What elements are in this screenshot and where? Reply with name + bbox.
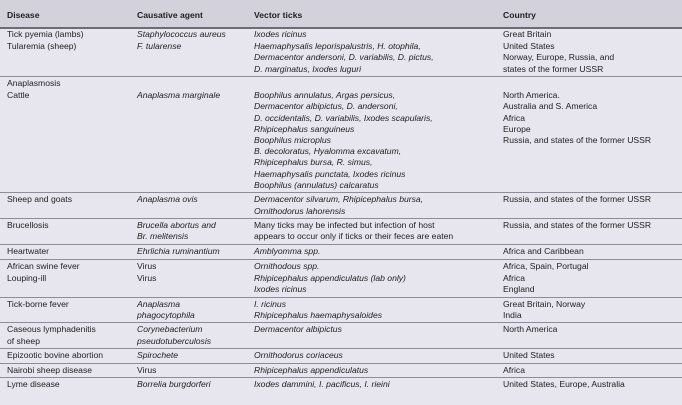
vector-cell-line: Boophilus annulatus, Argas persicus, bbox=[254, 90, 396, 101]
vector-cell-line: Amblyomma spp. bbox=[254, 246, 321, 256]
agent-cell-line: pseudotuberculosis bbox=[137, 335, 212, 346]
agent-cell-line: Ehrlichia ruminantium bbox=[137, 246, 220, 256]
disease-cell bbox=[7, 29, 84, 40]
disease-cell bbox=[7, 78, 61, 89]
vector-cell-line: Ixodes ricinus bbox=[254, 29, 307, 39]
disease-cell bbox=[7, 299, 69, 310]
country-cell-line: Africa bbox=[503, 272, 525, 283]
vector-cell-line: Boophilus (annulatus) calcaratus bbox=[254, 179, 379, 190]
agent-cell bbox=[137, 299, 195, 321]
country-cell bbox=[503, 324, 557, 335]
header-agent: Causative agent bbox=[137, 10, 203, 20]
disease-cell-line: Nairobi sheep disease bbox=[7, 364, 93, 375]
agent-cell bbox=[137, 350, 178, 361]
disease-cell-line: Cattle bbox=[7, 90, 30, 101]
country-cell bbox=[503, 41, 614, 75]
agent-cell bbox=[137, 29, 226, 40]
table-header bbox=[0, 0, 682, 27]
vector-cell-line: Ornithodorus lahorensis bbox=[254, 205, 346, 216]
country-cell-line: United States, Europe, Australia bbox=[503, 379, 625, 390]
agent-cell-line: F. tularense bbox=[137, 41, 182, 52]
row-divider bbox=[0, 259, 682, 260]
agent-cell-line: Virus bbox=[137, 364, 157, 375]
row-divider bbox=[0, 348, 682, 349]
disease-cell-line: Anaplasmosis bbox=[7, 78, 61, 89]
disease-cell-line: Tick pyemia (lambs) bbox=[7, 29, 84, 39]
agent-cell bbox=[137, 365, 156, 376]
country-cell-line: India bbox=[503, 309, 522, 320]
agent-cell bbox=[137, 379, 211, 390]
vector-cell-line: Dermacentor andersoni, D. variabilis, D. pictus, bbox=[254, 52, 434, 63]
disease-cell-line: Lyme disease bbox=[7, 379, 60, 390]
agent-cell-line: Brucella abortus and bbox=[137, 220, 216, 231]
country-cell-line: Great Britain, Norway bbox=[503, 298, 586, 309]
agent-cell-line: Anaplasma ovis bbox=[137, 194, 198, 205]
disease-cell-line: Epizootic bovine abortion bbox=[7, 350, 104, 361]
vector-cell-line: Dermacentor albipictus bbox=[254, 324, 342, 335]
vector-cell-line: Rhipicephalus haemaphysaloides bbox=[254, 309, 383, 320]
vector-cell bbox=[254, 261, 319, 272]
disease-cell bbox=[7, 379, 60, 390]
country-cell bbox=[503, 261, 589, 272]
vector-cell bbox=[254, 350, 343, 361]
disease-cell bbox=[7, 246, 49, 257]
row-divider bbox=[0, 322, 682, 323]
disease-cell-line: African swine fever bbox=[7, 260, 80, 271]
country-cell bbox=[503, 350, 555, 361]
country-cell-line: Russia, and states of the former USSR bbox=[503, 220, 652, 231]
country-cell-line: England bbox=[503, 283, 535, 294]
disease-cell bbox=[7, 273, 46, 284]
vector-cell bbox=[254, 29, 307, 40]
disease-cell-line: of sheep bbox=[7, 335, 40, 346]
disease-cell bbox=[7, 90, 29, 101]
vector-cell-line: Haemaphysalis leporispalustris, H. otophila, bbox=[254, 41, 421, 52]
vector-cell-line: Rhipicephalus appendiculatus bbox=[254, 364, 369, 375]
country-cell bbox=[503, 90, 651, 146]
country-cell bbox=[503, 379, 625, 390]
header-rule bbox=[0, 27, 682, 29]
row-divider bbox=[0, 377, 682, 378]
vector-cell-line: Ornithodorus coriaceus bbox=[254, 350, 343, 361]
vector-cell-line: appears to occur only if ticks or their feces are eaten bbox=[254, 231, 454, 242]
vector-cell bbox=[254, 41, 434, 75]
agent-cell-line: Spirochete bbox=[137, 350, 179, 361]
row-divider bbox=[0, 76, 682, 77]
agent-cell-line: Virus bbox=[137, 260, 157, 271]
vector-cell bbox=[254, 365, 368, 376]
vector-cell bbox=[254, 273, 406, 295]
country-cell bbox=[503, 220, 651, 231]
vector-cell bbox=[254, 90, 433, 191]
disease-cell-line: Brucellosis bbox=[7, 220, 49, 231]
country-cell-line: Australia and S. America bbox=[503, 101, 598, 112]
country-cell-line: Russia, and states of the former USSR bbox=[503, 135, 652, 145]
country-cell bbox=[503, 273, 535, 295]
vector-cell-line: Dermacentor silvarum, Rhipicephalus bursa, bbox=[254, 194, 424, 205]
vector-cell-line: Rhipicephalus appendiculatus (lab only) bbox=[254, 272, 406, 283]
country-cell-line: Norway, Europe, Russia, and bbox=[503, 52, 615, 63]
vector-cell-line: Boophilus microplus bbox=[254, 135, 331, 145]
row-divider bbox=[0, 192, 682, 193]
agent-cell-line: Anaplasma marginale bbox=[137, 90, 221, 101]
vector-cell-line: I. ricinus bbox=[254, 298, 286, 309]
vector-cell bbox=[254, 379, 390, 390]
disease-cell-line: Caseous lymphadenitis bbox=[7, 324, 96, 335]
header-country: Country bbox=[503, 10, 536, 20]
agent-cell-line: phagocytophila bbox=[137, 309, 195, 320]
row-divider bbox=[0, 244, 682, 245]
country-cell bbox=[503, 299, 585, 321]
country-cell-line: Africa, Spain, Portugal bbox=[503, 260, 589, 271]
disease-cell bbox=[7, 220, 49, 231]
country-cell-line: Europe bbox=[503, 123, 531, 134]
disease-cell-line: Sheep and goats bbox=[7, 194, 72, 205]
disease-cell-line: Tularemia (sheep) bbox=[7, 41, 77, 52]
header-vector: Vector ticks bbox=[254, 10, 303, 20]
vector-cell-line: Ornithodous spp. bbox=[254, 260, 320, 271]
agent-cell-line: Br. melitensis bbox=[137, 231, 189, 242]
agent-cell bbox=[137, 273, 156, 284]
disease-cell-line: Heartwater bbox=[7, 246, 50, 256]
country-cell-line: Africa and Caribbean bbox=[503, 246, 584, 256]
row-divider bbox=[0, 218, 682, 219]
agent-cell bbox=[137, 194, 198, 205]
vector-cell bbox=[254, 299, 382, 321]
header-disease: Disease bbox=[7, 10, 40, 20]
vector-cell bbox=[254, 220, 453, 242]
agent-cell bbox=[137, 90, 220, 101]
country-cell-line: Great Britain bbox=[503, 29, 552, 39]
agent-cell-line: Corynebacterium bbox=[137, 324, 203, 335]
agent-cell-line: Virus bbox=[137, 272, 157, 283]
country-cell-line: North America. bbox=[503, 90, 560, 101]
disease-cell bbox=[7, 350, 103, 361]
disease-cell bbox=[7, 261, 80, 272]
disease-cell bbox=[7, 194, 72, 205]
agent-cell-line: Borrelia burgdorferi bbox=[137, 379, 211, 390]
country-cell bbox=[503, 29, 551, 40]
vector-cell-line: Rhipicephalus sanguineus bbox=[254, 123, 355, 134]
country-cell-line: Russia, and states of the former USSR bbox=[503, 194, 652, 205]
country-cell-line: states of the former USSR bbox=[503, 63, 604, 74]
disease-cell bbox=[7, 41, 76, 52]
row-divider bbox=[0, 363, 682, 364]
disease-cell bbox=[7, 324, 96, 346]
vector-cell-line: B. decoloratus, Hyalomma excavatum, bbox=[254, 146, 402, 157]
country-cell bbox=[503, 365, 525, 376]
agent-cell bbox=[137, 246, 220, 257]
disease-cell-line: Tick-borne fever bbox=[7, 298, 69, 309]
country-cell-line: Africa bbox=[503, 112, 525, 123]
vector-cell bbox=[254, 324, 342, 335]
country-cell bbox=[503, 246, 584, 257]
country-cell-line: United States bbox=[503, 350, 555, 361]
country-cell bbox=[503, 194, 651, 205]
agent-cell bbox=[137, 41, 181, 52]
vector-cell-line: Rhipicephalus bursa, R. simus, bbox=[254, 157, 373, 168]
row-divider bbox=[0, 297, 682, 298]
country-cell-line: Africa bbox=[503, 364, 525, 375]
vector-cell-line: Many ticks may be infected but infection of host bbox=[254, 220, 435, 231]
vector-cell-line: Haemaphysalis punctata, Ixodes ricinus bbox=[254, 168, 406, 179]
disease-cell bbox=[7, 365, 92, 376]
vector-cell bbox=[254, 246, 320, 257]
country-cell-line: United States bbox=[503, 41, 555, 52]
vector-cell-line: Ixodes ricinus bbox=[254, 283, 307, 294]
agent-cell-line: Staphylococcus aureus bbox=[137, 29, 226, 39]
agent-cell bbox=[137, 261, 156, 272]
vector-cell-line: Dermacentor albipictus, D. andersoni, bbox=[254, 101, 398, 112]
agent-cell-line: Anaplasma bbox=[137, 298, 180, 309]
agent-cell bbox=[137, 220, 216, 242]
vector-cell-line: D. marginatus, Ixodes luguri bbox=[254, 63, 361, 74]
vector-cell-line: D. occidentalis, D. variabilis, Ixodes scapularis, bbox=[254, 112, 433, 123]
agent-cell bbox=[137, 324, 211, 346]
country-cell-line: North America bbox=[503, 324, 558, 335]
vector-cell bbox=[254, 194, 423, 216]
disease-cell-line: Louping-ill bbox=[7, 272, 47, 283]
vector-cell-line: Ixodes dammini, I. pacificus, I. rieini bbox=[254, 379, 390, 390]
